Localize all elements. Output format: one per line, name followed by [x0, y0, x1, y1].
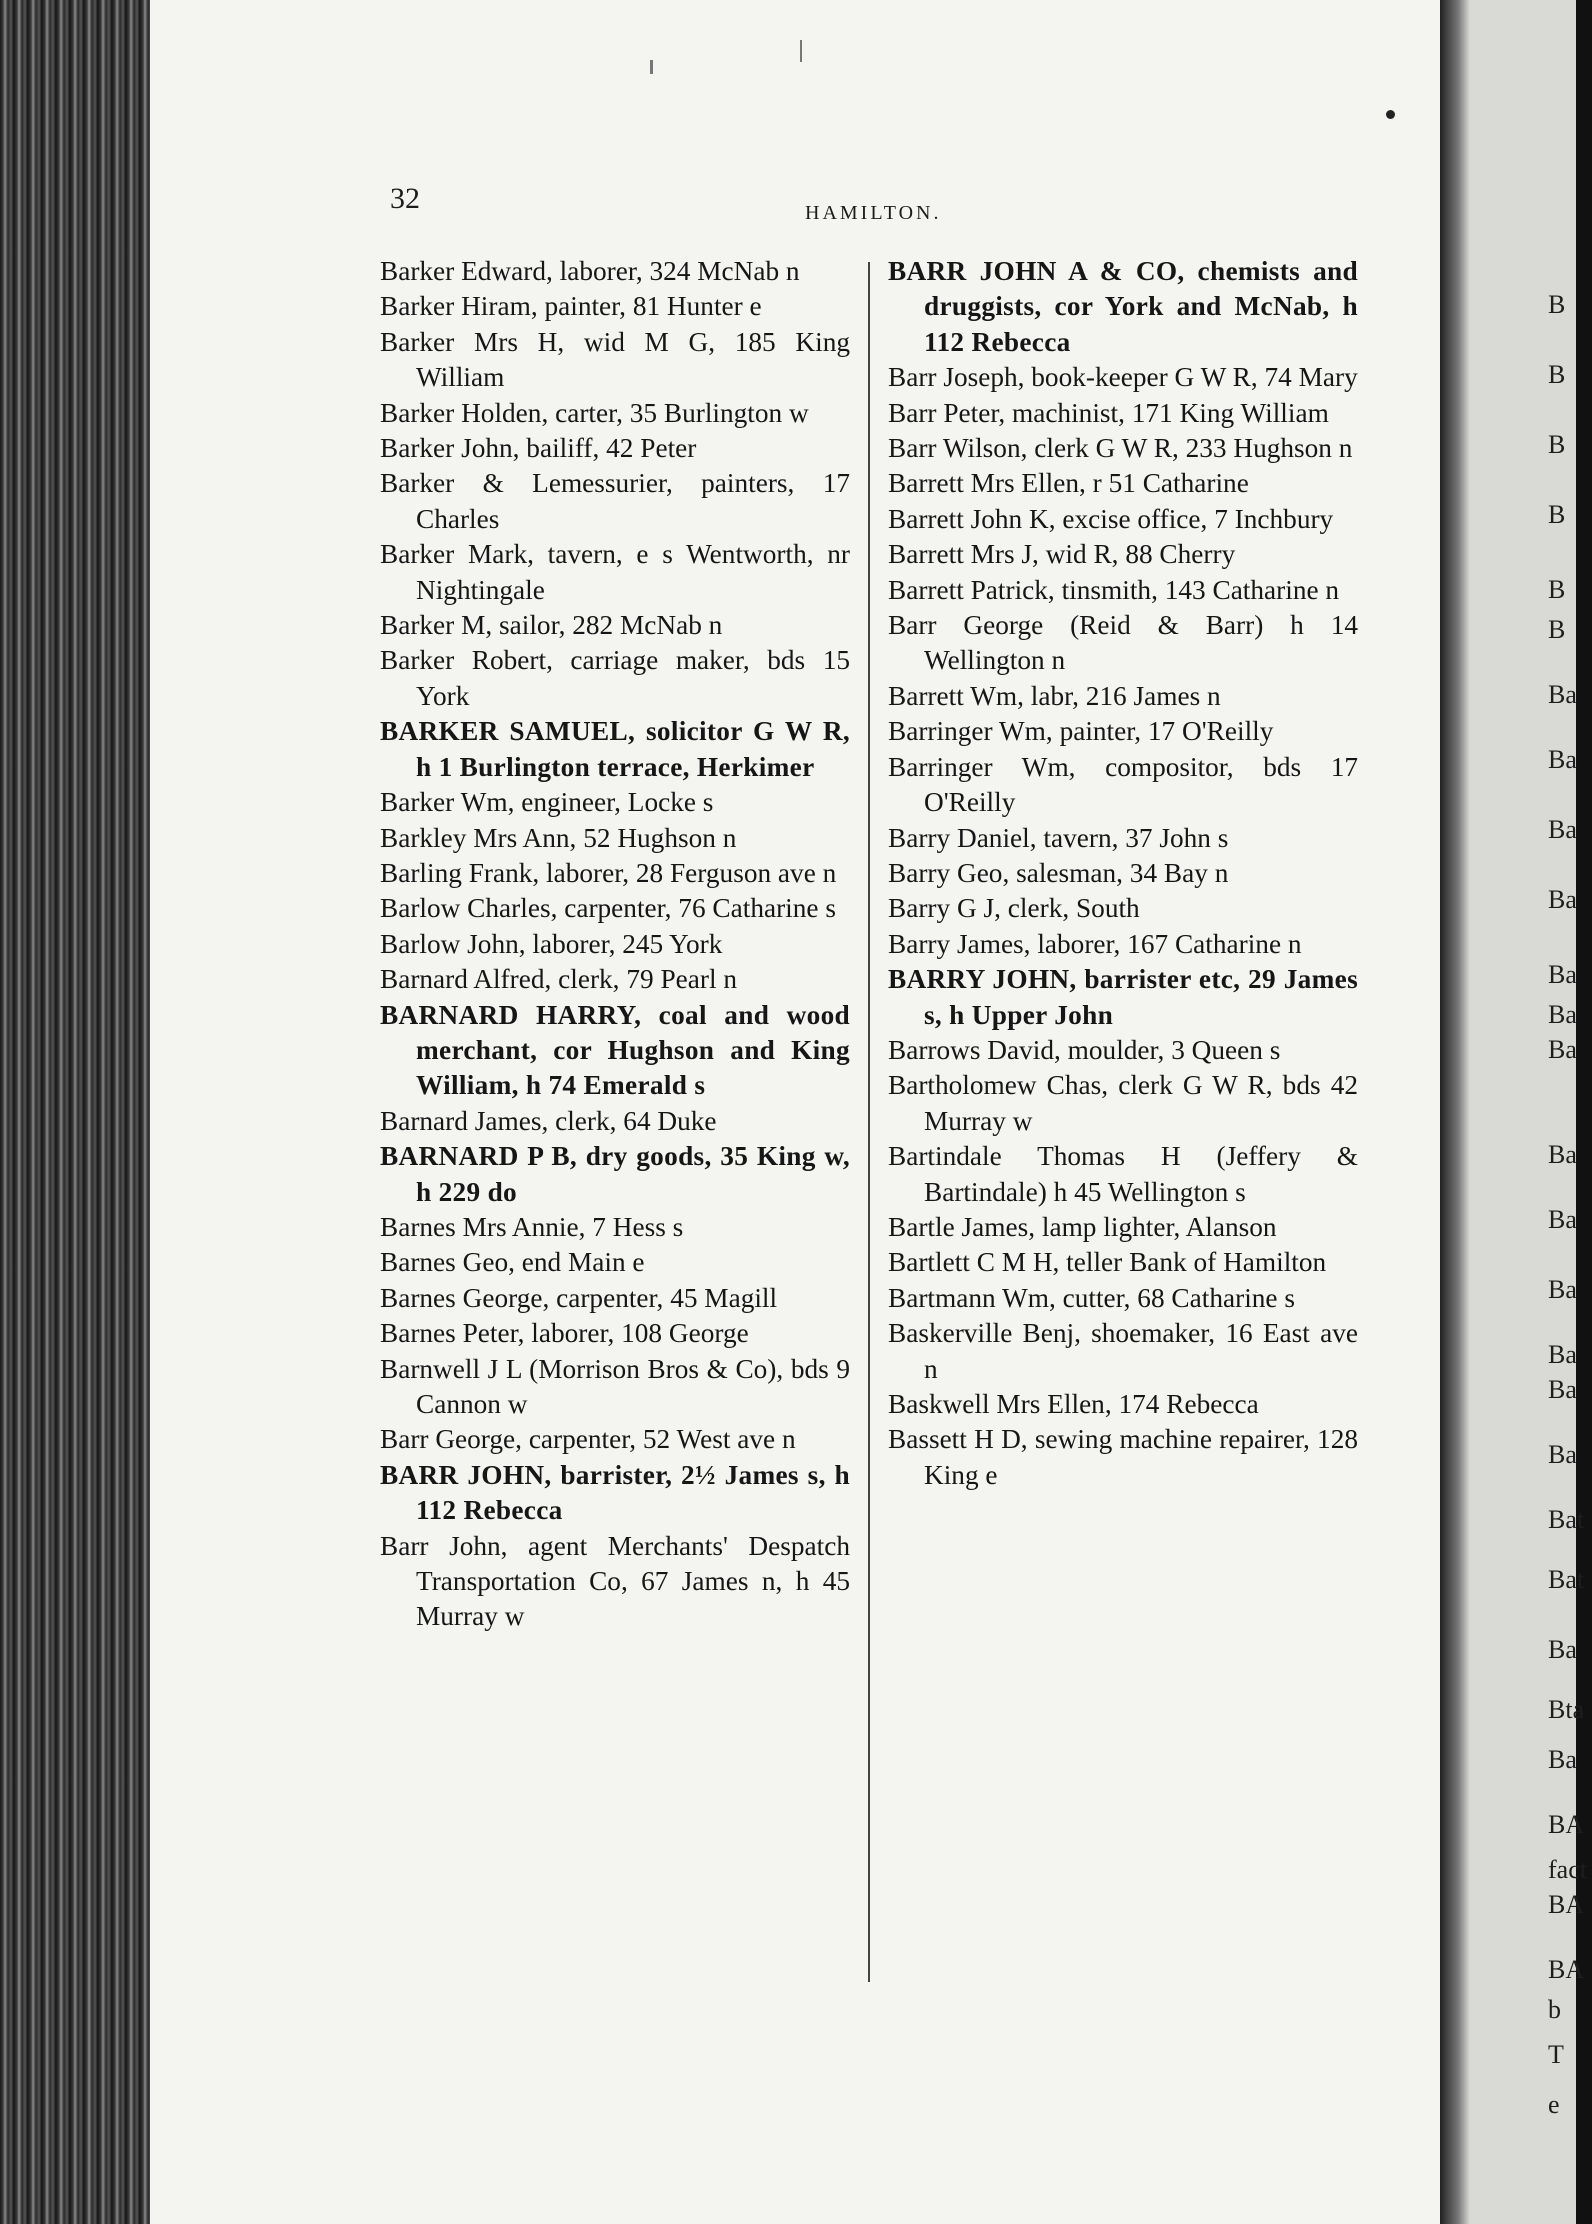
next-page-letter: Bat: [1548, 1505, 1585, 1534]
ink-speck: [1386, 110, 1395, 119]
next-page-letter: B: [1548, 430, 1566, 459]
directory-entry: Barker Wm, engineer, Locke s: [380, 787, 714, 818]
directory-entry: BARRY JOHN, barrister etc, 29 James s, h Upper John: [888, 964, 1358, 1030]
next-page-letter: B: [1548, 500, 1566, 529]
directory-entry: Barker & Lemessurier, painters, 17 Charles: [380, 468, 850, 534]
next-page-letter: B: [1548, 290, 1566, 319]
directory-entry: Barr Peter, machinist, 171 King William: [888, 397, 1329, 428]
directory-entry: Barnard Alfred, clerk, 79 Pearl n: [380, 964, 738, 995]
directory-entry: Bartlett C M H, teller Bank of Hamilton: [888, 1247, 1327, 1278]
next-page-letter: Ba: [1548, 1000, 1577, 1029]
directory-entry: Barnard James, clerk, 64 Duke: [380, 1105, 717, 1136]
page-gutter-shadow: [1440, 0, 1470, 2224]
next-page-letter: Bta: [1548, 1695, 1585, 1724]
next-page-letter: B: [1548, 360, 1566, 389]
directory-entry: Barr John, agent Merchants' Despatch Transportation Co, 67 James n, h 45 Murray w: [380, 1530, 850, 1632]
page-number: 32: [390, 182, 420, 215]
next-page-letter: B: [1548, 575, 1566, 604]
directory-entry: Barlow Charles, carpenter, 76 Catharine s: [380, 893, 836, 924]
directory-entry: Barling Frank, laborer, 28 Ferguson ave n: [380, 857, 837, 888]
next-page-letter: Ba: [1548, 680, 1577, 709]
next-page-letter: BA: [1548, 1810, 1585, 1839]
directory-entry: BARNARD P B, dry goods, 35 King w, h 229 do: [380, 1141, 850, 1207]
directory-entry: Barry Daniel, tavern, 37 John s: [888, 822, 1229, 853]
running-title: HAMILTON.: [805, 202, 942, 224]
next-page-letter: fact: [1548, 1855, 1587, 1884]
directory-entry: Barlow John, laborer, 245 York: [380, 928, 723, 959]
next-page-letter: B: [1548, 615, 1566, 644]
book-binding: [0, 0, 160, 2224]
next-page-letter: Ba: [1548, 1205, 1577, 1234]
directory-entry: Bartindale Thomas H (Jeffery & Bartindale) h 45 Wellington s: [888, 1141, 1358, 1207]
next-page-letter: Ba: [1548, 1275, 1577, 1304]
next-page-letter: Ba: [1548, 1440, 1577, 1469]
ink-speck: [650, 60, 653, 74]
directory-entry: BARR JOHN A & CO, chemists and druggists, cor York and McNab, h 112 Rebecca: [888, 256, 1358, 357]
directory-entry: Barringer Wm, painter, 17 O'Reilly: [888, 716, 1274, 747]
directory-entry: Barrett Mrs Ellen, r 51 Catharine: [888, 468, 1249, 499]
directory-entry: Barnes George, carpenter, 45 Magill: [380, 1282, 778, 1313]
next-page-letter: BA: [1548, 1955, 1585, 1984]
next-page-letter: b: [1548, 1995, 1561, 2024]
directory-entry: Barry Geo, salesman, 34 Bay n: [888, 857, 1229, 888]
directory-entry: BARKER SAMUEL, solicitor G W R, h 1 Burlington terrace, Herkimer: [380, 716, 850, 782]
directory-entry: Barrows David, moulder, 3 Queen s: [888, 1034, 1281, 1065]
directory-entry: Baskwell Mrs Ellen, 174 Rebecca: [888, 1389, 1259, 1419]
directory-entry: Barrett Mrs J, wid R, 88 Cherry: [888, 539, 1236, 570]
directory-entry: Barry James, laborer, 167 Catharine n: [888, 928, 1302, 959]
next-page-letter: Ba: [1548, 1035, 1577, 1064]
directory-entry: Barr Wilson, clerk G W R, 233 Hughson n: [888, 433, 1353, 464]
next-page-letter: Ba: [1548, 1140, 1577, 1169]
next-page-letter: Ba: [1548, 1745, 1577, 1774]
directory-entry: Barr George (Reid & Barr) h 14 Wellington n: [888, 610, 1358, 676]
next-page-letter: BA: [1548, 1890, 1585, 1919]
directory-entry: Barker Holden, carter, 35 Burlington w: [380, 397, 809, 428]
directory-entry: Barker Mrs H, wid M G, 185 King William: [380, 326, 850, 393]
directory-entry: Barrett Patrick, tinsmith, 143 Catharine n: [888, 574, 1340, 605]
left-column: [380, 254, 850, 1635]
ink-speck: [800, 40, 802, 62]
directory-entry: Barnes Geo, end Main e: [380, 1247, 645, 1278]
directory-entry: Barrett John K, excise office, 7 Inchbury: [888, 503, 1334, 534]
next-page-letter: Ba: [1548, 885, 1577, 914]
next-page-letter: Ba: [1548, 815, 1577, 844]
directory-entry: Baskerville Benj, shoemaker, 16 East ave n: [888, 1318, 1358, 1384]
directory-entry: Barker Robert, carriage maker, bds 15 York: [380, 645, 850, 711]
next-page-letter: Ba: [1548, 1635, 1577, 1664]
directory-entry: Barker M, sailor, 282 McNab n: [380, 610, 723, 641]
next-page-letter: T: [1548, 2040, 1564, 2069]
directory-entry: Barker John, bailiff, 42 Peter: [380, 433, 697, 464]
directory-entry: Bartholomew Chas, clerk G W R, bds 42 Murray w: [888, 1070, 1358, 1136]
directory-entry: Barker Mark, tavern, e s Wentworth, nr Nightingale: [380, 539, 850, 605]
directory-entry: Barringer Wm, compositor, bds 17 O'Reilly: [888, 751, 1358, 818]
right-column: [888, 254, 1358, 1493]
directory-entry: Barnes Peter, laborer, 108 George: [380, 1318, 749, 1349]
directory-entry: BARR JOHN, barrister, 2½ James s, h 112 Rebecca: [380, 1459, 850, 1526]
directory-entry: Barr Joseph, book-keeper G W R, 74 Mary: [888, 362, 1358, 393]
next-page-letter: Ba: [1548, 1340, 1577, 1369]
column-rule: [868, 262, 870, 1982]
directory-entry: Bartmann Wm, cutter, 68 Catharine s: [888, 1282, 1295, 1313]
directory-entry: Barry G J, clerk, South: [888, 893, 1140, 924]
directory-entry: Barr George, carpenter, 52 West ave n: [380, 1424, 796, 1455]
directory-entry: Bartle James, lamp lighter, Alanson: [888, 1211, 1277, 1242]
next-page-letter: Ba: [1548, 745, 1577, 774]
directory-entry: BARNARD HARRY, coal and wood merchant, cor Hughson and King William, h 74 Emerald s: [380, 999, 850, 1101]
directory-entry: Barker Edward, laborer, 324 McNab n: [380, 256, 800, 286]
directory-entry: Barkley Mrs Ann, 52 Hughson n: [380, 822, 737, 853]
directory-entry: Barnwell J L (Morrison Bros & Co), bds 9 Cannon w: [380, 1353, 850, 1419]
next-page-letter: Ba: [1548, 1375, 1577, 1404]
next-page-letter: Bat: [1548, 1565, 1585, 1594]
next-page-letter: e: [1548, 2090, 1560, 2119]
directory-entry: Barker Hiram, painter, 81 Hunter e: [380, 291, 762, 322]
next-page-letter: Ba: [1548, 960, 1577, 989]
directory-entry: Barnes Mrs Annie, 7 Hess s: [380, 1211, 684, 1242]
directory-entry: Barrett Wm, labr, 216 James n: [888, 680, 1221, 711]
directory-entry: Bassett H D, sewing machine repairer, 128 King e: [888, 1424, 1358, 1490]
